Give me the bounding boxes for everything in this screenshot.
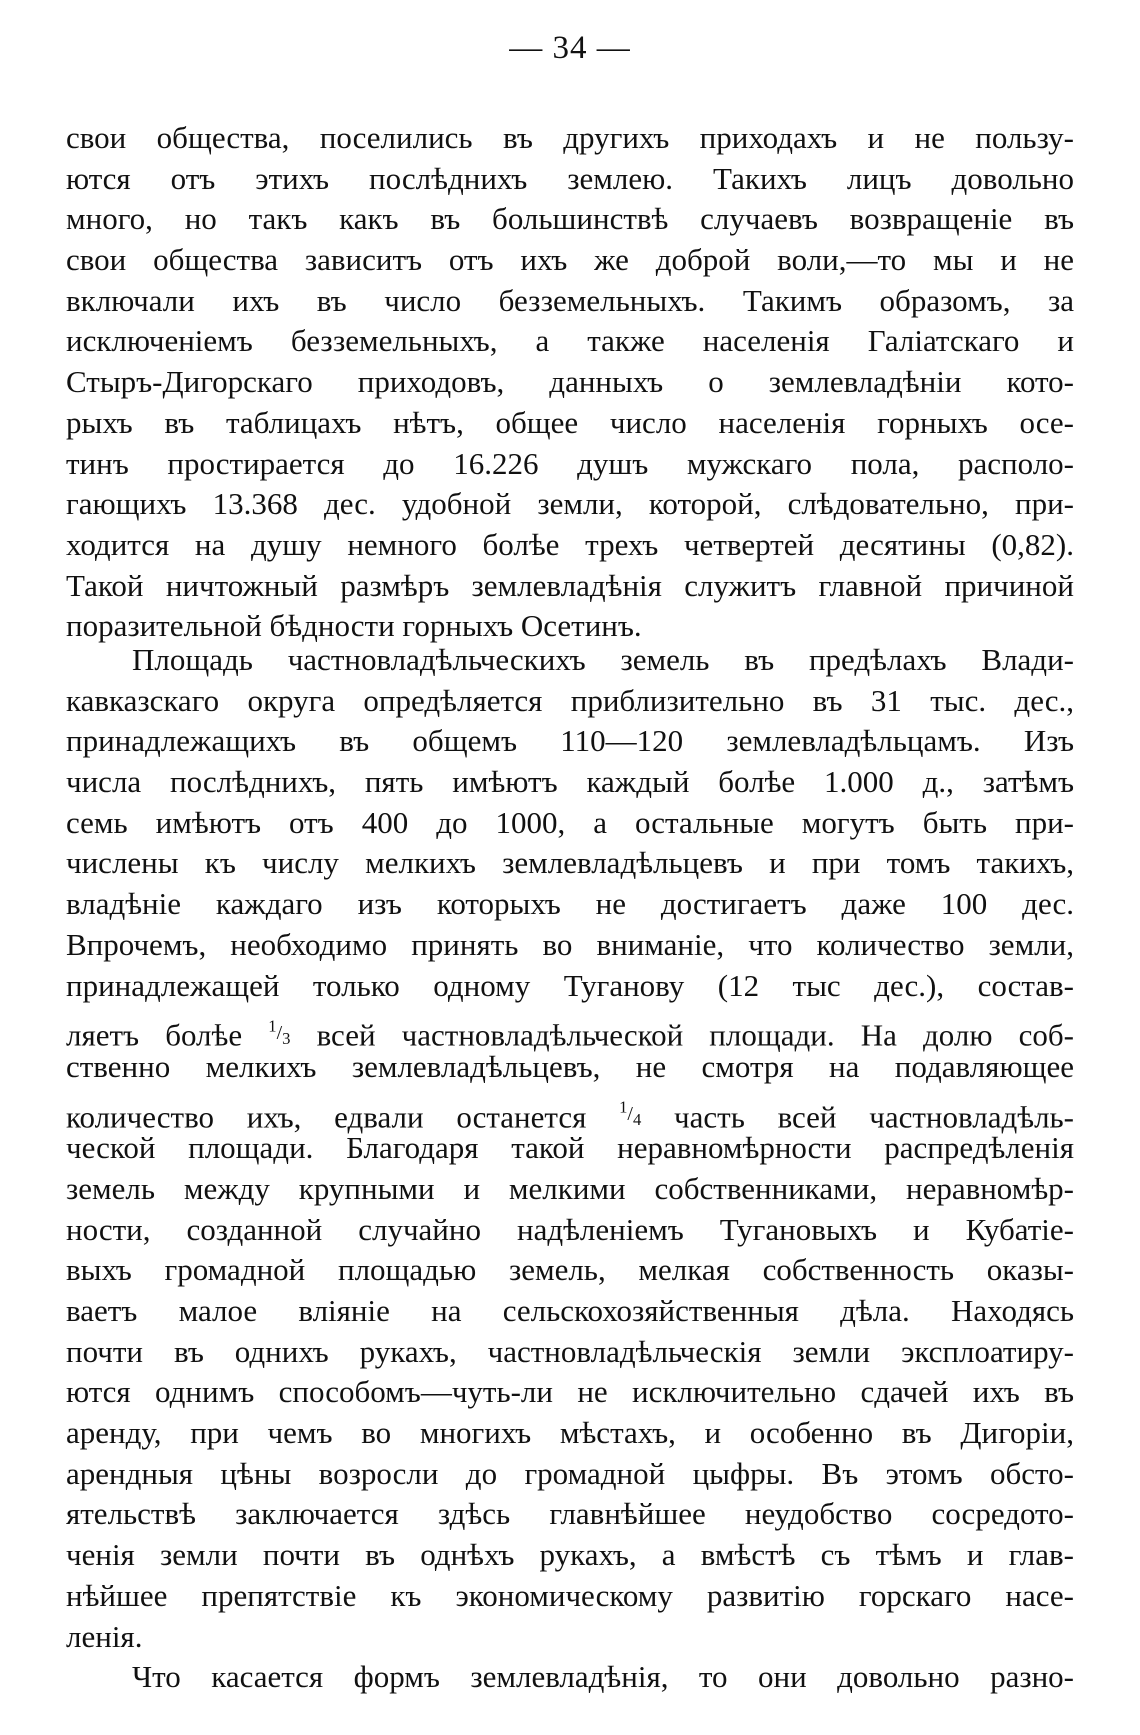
text-line: гающихъ 13.368 дес. удобной земли, которой, слѣдовательно, при-: [66, 486, 1074, 522]
text-line: свои общества, поселились въ другихъ приходахъ и не пользу-: [66, 120, 1074, 155]
text-line: исключеніемъ безземельныхъ, а также населенія Галіатскаго и: [66, 323, 1074, 359]
fraction-denominator: 4: [632, 1110, 642, 1130]
text-line: Такой ничтожный размѣръ землевладѣнія служитъ главной причиной: [66, 567, 1074, 603]
text-line: почти въ однихъ рукахъ, частновладѣльческія земли эксплоатиру-: [66, 1333, 1074, 1369]
text-line-with-fraction: [66, 1006, 1074, 1053]
fraction: 1/4: [619, 1097, 642, 1130]
text-line: ленія.: [66, 1618, 143, 1654]
text-line-with-fraction: [66, 1088, 1074, 1135]
fraction-numerator: 1: [268, 1016, 277, 1036]
text-line: кавказскаго округа опредѣляется приблизительно въ 31 тыс. дес.,: [66, 682, 1074, 718]
paragraph-3: [66, 1657, 1074, 1698]
text-segment: всей частновладѣльческой площади. На долю соб-: [290, 1017, 1074, 1053]
text-line: земель между крупными и мелкими собственниками, неравномѣр-: [66, 1170, 1074, 1206]
paragraph-2: [66, 640, 1074, 1657]
text-line: принадлежащихъ въ общемъ 110—120 землевладѣльцамъ. Изъ: [66, 723, 1074, 759]
fraction-numerator: 1: [619, 1097, 628, 1117]
text-line: ются отъ этихъ послѣднихъ землею. Такихъ лицъ довольно: [66, 160, 1074, 196]
text-line: владѣніе каждаго изъ которыхъ не достигаетъ даже 100 дес.: [66, 886, 1074, 922]
text-line: включали ихъ въ число безземельныхъ. Такимъ образомъ, за: [66, 282, 1074, 318]
text-line: семь имѣютъ отъ 400 до 1000, а остальные могутъ быть при-: [66, 804, 1074, 840]
text-line: поразительной бѣдности горныхъ Осетинъ.: [66, 608, 642, 644]
text-line: ности, созданной случайно надѣленіемъ Тугановыхъ и Кубатіе-: [66, 1211, 1074, 1247]
fraction: 1/3: [268, 1016, 291, 1048]
text-line: ченія земли почти въ однѣхъ рукахъ, а вмѣстѣ съ тѣмъ и глав-: [66, 1537, 1074, 1573]
text-segment: количество ихъ, едвали останется: [66, 1099, 620, 1135]
text-line: рыхъ въ таблицахъ нѣтъ, общее число населенія горныхъ осе-: [66, 404, 1074, 440]
text-line: Стыръ-Дигорскаго приходовъ, данныхъ о землевладѣніи кото-: [66, 364, 1074, 400]
text-line: числены къ числу мелкихъ землевладѣльцевъ и при томъ такихъ,: [66, 845, 1074, 881]
text-line: ственно мелкихъ землевладѣльцевъ, не смотря на подавляющее: [66, 1048, 1074, 1084]
text-line: Что касается формъ землевладѣнія, то они довольно разно-: [132, 1659, 1074, 1694]
text-line: свои общества зависитъ отъ ихъ же доброй воли,—то мы и не: [66, 242, 1074, 278]
text-line: ческой площади. Благодаря такой неравномѣрности распредѣленія: [66, 1130, 1074, 1166]
fraction-denominator: 3: [282, 1028, 291, 1048]
text-line: Площадь частновладѣльческихъ земель въ предѣлахъ Влади-: [132, 642, 1074, 677]
text-line: ходится на душу немного болѣе трехъ четвертей десятины (0,82).: [66, 526, 1074, 562]
text-line: ются однимъ способомъ—чуть-ли не исключительно сдачей ихъ въ: [66, 1374, 1074, 1410]
text-line: ваетъ малое вліяніе на сельскохозяйственныя дѣла. Находясь: [66, 1293, 1074, 1328]
text-line: нѣйшее препятствіе къ экономическому развитію горскаго насе-: [66, 1577, 1074, 1613]
text-line: арендныя цѣны возросли до громадной цыфры. Въ этомъ обсто-: [66, 1455, 1074, 1491]
paragraph-1: [66, 118, 1074, 647]
text-line: ятельствѣ заключается здѣсь главнѣйшее неудобство сосредото-: [66, 1496, 1074, 1532]
text-line: аренду, при чемъ во многихъ мѣстахъ, и особенно въ Дигоріи,: [66, 1415, 1074, 1451]
text-line: числа послѣднихъ, пять имѣютъ каждый болѣе 1.000 д., затѣмъ: [66, 764, 1074, 800]
text-line: выхъ громадной площадью земель, мелкая собственность оказы-: [66, 1252, 1074, 1288]
text-line: много, но такъ какъ въ большинствѣ случаевъ возвращеніе въ: [66, 201, 1074, 237]
text-line: Впрочемъ, необходимо принять во вниманіе, что количество земли,: [66, 926, 1074, 962]
text-line: тинъ простирается до 16.226 душъ мужскаго пола, располо-: [66, 445, 1074, 481]
text-line: принадлежащей только одному Туганову (12 тыс дес.), состав-: [66, 967, 1074, 1003]
page-number: — 34 —: [509, 30, 631, 66]
text-segment: часть всей частновладѣль-: [641, 1099, 1074, 1135]
text-segment: ляетъ болѣе: [66, 1017, 269, 1053]
